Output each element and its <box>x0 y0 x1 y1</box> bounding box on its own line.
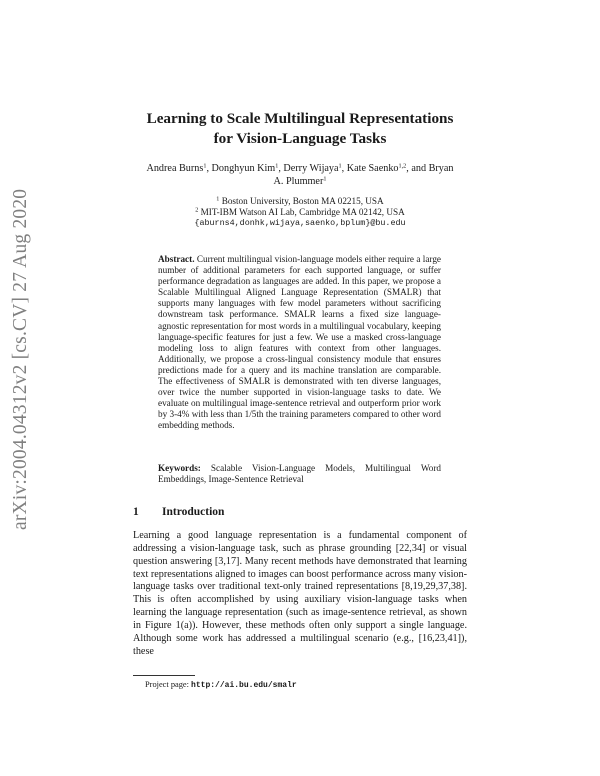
author-5-line <box>128 175 472 188</box>
author-1-affil: 1 <box>203 162 207 170</box>
section-title: Introduction <box>162 506 225 518</box>
author-5-part-2: A. Plummer <box>273 176 324 187</box>
author-emails: {aburns4,donhk,wijaya,saenko,bplum}@bu.edu <box>194 218 406 229</box>
affiliation-1-mark: 1 <box>216 195 220 203</box>
affiliation-2 <box>140 207 460 218</box>
abstract <box>158 254 441 432</box>
author-2-affil: 1 <box>275 162 279 170</box>
author-4: Kate Saenko <box>346 163 399 174</box>
author-5-affil: 1 <box>323 175 327 183</box>
footnote <box>145 680 297 691</box>
footnote-label: Project page: <box>145 680 189 689</box>
paper-title <box>100 109 500 148</box>
abstract-text: Current multilingual vision-language models either require a large number of additional parameters for each supported language, or suffer performance degradation as languages are added. In this paper, we propose a Scalable Multilingual Aligned Language Representation (SMALR) that supports many languages with few model parameters without sacrificing downstream task performance. SMALR learns a fixed size language-agnostic representation for most words in a multilingual vocabulary, keeping language-specific features for just a few. We use a masked cross-language modeling loss to align features with context from other languages. Additionally, we propose a cross-lingual consistency module that ensures predictions made for a query and its machine translation are comparable. The effectiveness of SMALR is demonstrated with ten diverse languages, over twice the number supported in vision-language tasks to date. We evaluate on multilingual image-sentence retrieval and outperform prior work by 3-4% with less than 1/5th the training parameters compared to other word embedding methods. <box>158 254 442 431</box>
section-heading <box>133 506 224 518</box>
author-list: Andrea Burns$^1$, Donghyun Kim$^1$, Derry Wijaya$^1$, Kate Saenko$^{1,2}$, and Bryan A. Plummer$^1$ <box>128 162 472 188</box>
section-number: 1 <box>133 506 139 518</box>
abstract-label: Abstract. <box>158 254 195 264</box>
author-3: Derry Wijaya <box>283 163 339 174</box>
author-5-part-1: and Bryan <box>411 163 454 174</box>
introduction-paragraph: Learning a good language representation is a fundamental component of addressing a vision-language task, such as phrase grounding [22,34] or visual question answering [3,17]. Many recent methods have demonstrated that learning text representations aligned to images can boost performance across many vision-language tasks over traditional text-only trained representations [8,19,29,37,38]. This is often accomplished by using auxiliary vision-language tasks when learning the language representation (such as image-sentence retrieval, as shown in Figure 1(a)). However, these methods often only support a single language. Although some work has addressed a multilingual scenario (e.g., [16,23,41]), these <box>133 530 467 657</box>
affiliation-1-text: Boston University, Boston MA 02215, USA <box>221 196 384 206</box>
title-line-2: for Vision-Language Tasks <box>213 129 387 147</box>
author-1: Andrea Burns <box>146 163 204 174</box>
affiliations <box>140 196 460 230</box>
author-4-affil: 1,2 <box>398 162 407 170</box>
arxiv-identifier-stamp: arXiv:2004.04312v2 [cs.CV] 27 Aug 2020 <box>10 188 31 530</box>
author-3-affil: 1 <box>338 162 342 170</box>
keywords-label: Keywords: <box>158 463 201 473</box>
title-line-1: Learning to Scale Multilingual Representations <box>146 110 454 127</box>
keywords <box>158 463 441 485</box>
keywords-text: Scalable Vision-Language Models, Multilingual Word Embeddings, Image-Sentence Retrieval <box>158 463 442 485</box>
affiliation-2-text: MIT-IBM Watson AI Lab, Cambridge MA 02142, USA <box>200 207 405 218</box>
affiliation-2-mark: 2 <box>195 206 199 214</box>
project-page-link[interactable]: http://ai.bu.edu/smalr <box>191 681 297 690</box>
author-2: Donghyun Kim <box>211 163 276 174</box>
footnote-rule <box>133 675 195 676</box>
affiliation-1 <box>140 196 460 207</box>
